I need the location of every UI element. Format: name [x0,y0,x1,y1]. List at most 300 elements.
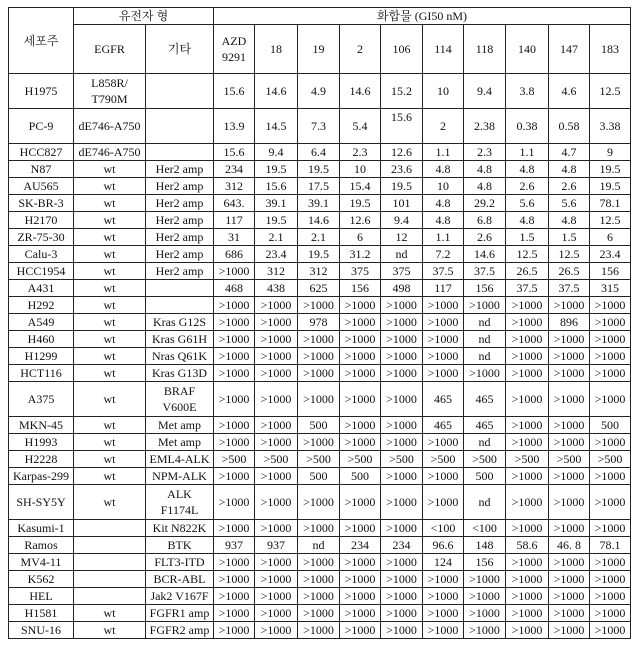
gi50-value: 14.6 [298,212,340,229]
gi50-value: >1000 [464,605,506,622]
cell-line-name: SNU-16 [9,622,74,639]
gi50-value: 0.58 [549,109,590,144]
gi50-value: >1000 [214,331,255,348]
gi50-value: 156 [590,263,631,280]
gi50-value: >1000 [549,382,590,417]
gi50-value: 17.5 [298,178,340,195]
gi50-value: >1000 [549,520,590,537]
other-genotype [146,297,214,314]
other-genotype: FGFR1 amp [146,605,214,622]
gi50-value: 156 [464,280,506,297]
gi50-value: 117 [214,212,255,229]
egfr-genotype: wt [74,622,146,639]
gi50-value: >500 [340,451,381,468]
gi50-value: 31 [214,229,255,246]
egfr-genotype [74,554,146,571]
gi50-value: >1000 [590,331,631,348]
gi50-value: >1000 [506,297,549,314]
gi50-value: 500 [298,417,340,434]
gi50-value: 19.5 [298,246,340,263]
egfr-genotype: wt [74,297,146,314]
other-genotype: Her2 amp [146,161,214,178]
egfr-genotype: L858R/ T790M [74,74,146,109]
gi50-value: >1000 [214,297,255,314]
gi50-value: 438 [255,280,298,297]
gi50-value: 96.6 [423,537,464,554]
gi50-value: 46. 8 [549,537,590,554]
egfr-genotype: wt [74,331,146,348]
gi50-value: >1000 [214,554,255,571]
gi50-value: 234 [214,161,255,178]
gi50-value: >1000 [381,382,423,417]
egfr-genotype: wt [74,605,146,622]
gi50-value: 31.2 [340,246,381,263]
gi50-value: >1000 [214,263,255,280]
gi50-value: >1000 [340,605,381,622]
cell-line-header: 세포주 [9,8,74,74]
gi50-value: >1000 [214,622,255,639]
gi50-value: 12.6 [340,212,381,229]
gi50-value: >1000 [381,605,423,622]
gi50-value: >1000 [214,605,255,622]
gi50-value: >1000 [381,554,423,571]
egfr-genotype: wt [74,314,146,331]
cell-line-name: AU565 [9,178,74,195]
gi50-value: 3.38 [590,109,631,144]
gi50-value: >500 [549,451,590,468]
gi50-value: >1000 [590,314,631,331]
cell-line-name: H2228 [9,451,74,468]
gi50-value: >1000 [381,571,423,588]
gi50-value: >1000 [423,571,464,588]
gi50-value: >500 [381,451,423,468]
gi50-value: 39.1 [255,195,298,212]
gi50-value: >1000 [381,485,423,520]
gi50-value: >1000 [255,554,298,571]
egfr-genotype: wt [74,417,146,434]
gi50-value: >1000 [464,588,506,605]
gi50-value: >1000 [464,571,506,588]
gi50-value: >1000 [255,605,298,622]
gi50-value: >1000 [381,434,423,451]
gi50-value: >1000 [340,314,381,331]
cell-line-name: Kasumi-1 [9,520,74,537]
gi50-value: 117 [423,280,464,297]
gi50-value: >1000 [381,417,423,434]
other-genotype: NPM-ALK [146,468,214,485]
gi50-value: 4.8 [423,195,464,212]
gi50-value: >1000 [549,485,590,520]
table-row [9,144,631,161]
gi50-value: >1000 [423,434,464,451]
other-genotype: Nras Q61K [146,348,214,365]
gi50-value: nd [464,348,506,365]
gi50-value: >1000 [255,622,298,639]
gi50-value: 312 [255,263,298,280]
other-genotype: Her2 amp [146,212,214,229]
gi50-value: >1000 [255,468,298,485]
cell-line-name: H460 [9,331,74,348]
gi50-value: 4.8 [506,212,549,229]
gi50-value: >1000 [506,417,549,434]
gi50-value: 2.3 [464,144,506,161]
gi50-value: 686 [214,246,255,263]
cell-line-name: H1975 [9,74,74,109]
gi50-value: 12.5 [590,212,631,229]
gi50-value: >1000 [214,571,255,588]
gi50-value: 5.6 [506,195,549,212]
gi50-value: >1000 [423,314,464,331]
gi50-value: >1000 [381,365,423,382]
gi50-value: >1000 [298,297,340,314]
gi50-value: >1000 [340,297,381,314]
gi50-value: >1000 [423,605,464,622]
gi50-value: 15.6 [214,74,255,109]
gi50-value: >500 [423,451,464,468]
gi50-value: >1000 [340,348,381,365]
gi50-value: 14.5 [255,109,298,144]
table-row [9,417,631,434]
cell-line-name: MV4-11 [9,554,74,571]
gi50-value: 26.5 [506,263,549,280]
gi50-value: 9.4 [381,212,423,229]
gi50-value: 23.6 [381,161,423,178]
gi50-value: 12.5 [506,246,549,263]
gi50-value: 1.1 [423,144,464,161]
cell-line-name: A549 [9,314,74,331]
gi50-value: >1000 [298,571,340,588]
gi50-value: >1000 [214,417,255,434]
gi50-value: 4.8 [464,161,506,178]
cell-line-name: HEL [9,588,74,605]
gi50-value: >500 [590,451,631,468]
gi50-value: >1000 [381,622,423,639]
cell-line-name: ZR-75-30 [9,229,74,246]
gi50-value: 2.1 [298,229,340,246]
gi50-value: 937 [214,537,255,554]
gi50-value: 37.5 [506,280,549,297]
table-row [9,314,631,331]
gi50-value: >1000 [255,365,298,382]
other-genotype: BCR-ABL [146,571,214,588]
gi50-value: >1000 [298,485,340,520]
gi50-value: 375 [381,263,423,280]
cell-line-name: H1581 [9,605,74,622]
gi50-value: 0.38 [506,109,549,144]
gi50-value: 10 [423,178,464,195]
gi50-value: 6 [590,229,631,246]
gi50-value: 4.8 [506,161,549,178]
table-row [9,331,631,348]
gi50-value: 896 [549,314,590,331]
other-genotype: Kras G12S [146,314,214,331]
table-row [9,178,631,195]
gi50-value: 12.6 [381,144,423,161]
gi50-value: 124 [423,554,464,571]
gi50-value: >1000 [549,348,590,365]
gi50-value: >1000 [549,622,590,639]
gi50-value: >1000 [549,331,590,348]
gi50-value: >1000 [464,365,506,382]
egfr-genotype: wt [74,195,146,212]
gi50-value: >1000 [214,588,255,605]
gi50-value: >1000 [464,297,506,314]
gi50-value: >1000 [340,365,381,382]
gi50-value: >1000 [590,622,631,639]
cell-line-name: K562 [9,571,74,588]
gi50-value: nd [464,331,506,348]
gi50-value: >1000 [255,485,298,520]
gi50-value: >1000 [423,331,464,348]
table-row [9,485,631,520]
gi50-value: >1000 [549,297,590,314]
gi50-value: >1000 [255,314,298,331]
gi50-value: 500 [464,468,506,485]
gi50-value: >1000 [298,605,340,622]
gi50-value: 39.1 [298,195,340,212]
gi50-value: >1000 [255,348,298,365]
gi50-value: >1000 [255,331,298,348]
gi50-value: >1000 [255,520,298,537]
gi50-value: >1000 [214,468,255,485]
gi50-value: 6.8 [464,212,506,229]
gi50-value: >1000 [549,417,590,434]
gi50-value: >1000 [340,434,381,451]
compound-column-header: 2 [340,25,381,74]
gi50-value: 9.4 [464,74,506,109]
egfr-genotype: wt [74,365,146,382]
gi50-value: >1000 [506,382,549,417]
gi50-value: 19.5 [590,161,631,178]
gi50-value: >1000 [255,571,298,588]
gi50-value: >1000 [255,434,298,451]
gi50-value: >1000 [214,382,255,417]
egfr-genotype: dE746-A750 [74,144,146,161]
gi50-value: >1000 [590,520,631,537]
gi50-value: >1000 [506,365,549,382]
gi50-value: 3.8 [506,74,549,109]
table-row [9,74,631,109]
gi50-value: 12.5 [549,246,590,263]
gi50-value: 465 [423,382,464,417]
gi50-value: 2.6 [506,178,549,195]
compound-header: 화합물 (GI50 nM) [214,8,631,25]
other-genotype: Her2 amp [146,246,214,263]
gi50-value: >1000 [590,348,631,365]
egfr-genotype [74,588,146,605]
gi50-value: >1000 [298,331,340,348]
gi50-value: >1000 [590,365,631,382]
compound-column-header: 183 [590,25,631,74]
table-row [9,212,631,229]
gi50-value: >1000 [506,571,549,588]
gi50-value: >1000 [464,622,506,639]
gi50-value: >500 [464,451,506,468]
gi50-value: >1000 [506,605,549,622]
cell-line-name: H1993 [9,434,74,451]
gi50-value: 15.6 [255,178,298,195]
other-genotype: BTK [146,537,214,554]
gi50-value: >1000 [590,297,631,314]
cell-line-name: HCT116 [9,365,74,382]
gi50-value: >1000 [590,554,631,571]
egfr-genotype: wt [74,451,146,468]
gi50-value: >500 [506,451,549,468]
compound-column-header: 140 [506,25,549,74]
table-row [9,554,631,571]
gi50-value: 12.5 [590,74,631,109]
other-genotype: BRAF V600E [146,382,214,417]
gi50-value: 78.1 [590,537,631,554]
gi50-value: >1000 [423,622,464,639]
other-genotype: FLT3-ITD [146,554,214,571]
gi50-value: >1000 [506,331,549,348]
other-genotype [146,280,214,297]
gi50-value: >1000 [255,417,298,434]
gi50-value: >1000 [423,348,464,365]
table-row [9,246,631,263]
cell-line-name: Calu-3 [9,246,74,263]
gi50-value: >1000 [298,622,340,639]
table-row [9,229,631,246]
gi50-value: 19.5 [298,161,340,178]
gi50-table [8,7,631,639]
gi50-value: >500 [214,451,255,468]
gi50-value: >1000 [340,485,381,520]
gi50-value: 2.3 [340,144,381,161]
gi50-value: >1000 [423,588,464,605]
gi50-value: 15.6 [381,109,423,144]
gi50-value: 12 [381,229,423,246]
gi50-value: >1000 [423,297,464,314]
gi50-value: >1000 [423,365,464,382]
table-row [9,195,631,212]
gi50-value: >1000 [549,571,590,588]
gi50-value: 13.9 [214,109,255,144]
other-genotype: Met amp [146,417,214,434]
cell-line-name: MKN-45 [9,417,74,434]
gi50-value: nd [464,485,506,520]
gi50-value: >1000 [423,485,464,520]
gi50-value: 4.9 [298,74,340,109]
gi50-value: 6.4 [298,144,340,161]
gi50-value: 1.1 [423,229,464,246]
gi50-value: <100 [464,520,506,537]
gi50-value: 2.6 [464,229,506,246]
gi50-value: 4.6 [549,74,590,109]
gi50-value: 19.5 [255,161,298,178]
gi50-value: >1000 [340,588,381,605]
gi50-value: >1000 [590,434,631,451]
gi50-value: 19.5 [381,178,423,195]
gi50-value: 37.5 [423,263,464,280]
table-row [9,297,631,314]
other-genotype: FGFR2 amp [146,622,214,639]
table-row [9,161,631,178]
other-genotype: Met amp [146,434,214,451]
gi50-value: 7.2 [423,246,464,263]
egfr-genotype: wt [74,263,146,280]
gi50-value: 58.6 [506,537,549,554]
cell-line-name: A431 [9,280,74,297]
table-row [9,434,631,451]
table-row [9,622,631,639]
gi50-value: >1000 [255,588,298,605]
gi50-value: 29.2 [464,195,506,212]
compound-column-header: 147 [549,25,590,74]
gi50-value: 23.4 [255,246,298,263]
gi50-value: 500 [298,468,340,485]
gi50-value: >1000 [381,331,423,348]
gi50-value: >1000 [549,588,590,605]
gi50-value: 234 [340,537,381,554]
gi50-value: 643. [214,195,255,212]
gi50-value: >1000 [255,297,298,314]
table-row [9,348,631,365]
gi50-value: >1000 [549,434,590,451]
gi50-value: >1000 [506,588,549,605]
gi50-value: nd [298,537,340,554]
gi50-value: >1000 [214,365,255,382]
gi50-value: >1000 [423,468,464,485]
gi50-value: >1000 [298,588,340,605]
gi50-value: >1000 [381,588,423,605]
gi50-value: >1000 [381,468,423,485]
gi50-value: 15.6 [214,144,255,161]
egfr-genotype: wt [74,468,146,485]
egfr-genotype: wt [74,348,146,365]
gi50-value: >1000 [381,348,423,365]
other-genotype: ALK F1174L [146,485,214,520]
gi50-value: 2.6 [549,178,590,195]
gi50-value: 5.6 [549,195,590,212]
egfr-genotype: dE746-A750 [74,109,146,144]
egfr-genotype [74,571,146,588]
other-genotype [146,144,214,161]
table-row [9,468,631,485]
gi50-value: 6 [340,229,381,246]
gi50-value: 312 [214,178,255,195]
gi50-value: <100 [423,520,464,537]
gi50-value: >1000 [340,622,381,639]
gi50-value: 500 [340,468,381,485]
gi50-value: 234 [381,537,423,554]
gi50-value: 19.5 [590,178,631,195]
gi50-value: >1000 [590,588,631,605]
gi50-value: >1000 [340,382,381,417]
gi50-value: 625 [298,280,340,297]
gi50-value: 9.4 [255,144,298,161]
gi50-value: >1000 [590,485,631,520]
gi50-value: 4.8 [464,178,506,195]
table-row [9,280,631,297]
gi50-value: nd [381,246,423,263]
gi50-value: >1000 [549,365,590,382]
gi50-value: >1000 [298,520,340,537]
gi50-value: >1000 [590,571,631,588]
table-row [9,537,631,554]
gi50-value: >1000 [214,485,255,520]
other-genotype: Kit N822K [146,520,214,537]
gi50-value: 315 [590,280,631,297]
gi50-value: 37.5 [549,280,590,297]
gi50-value: >1000 [506,622,549,639]
gi50-value: 7.3 [298,109,340,144]
cell-line-name: SK-BR-3 [9,195,74,212]
gi50-value: 4.8 [549,212,590,229]
gi50-value: >1000 [214,520,255,537]
egfr-genotype [74,520,146,537]
